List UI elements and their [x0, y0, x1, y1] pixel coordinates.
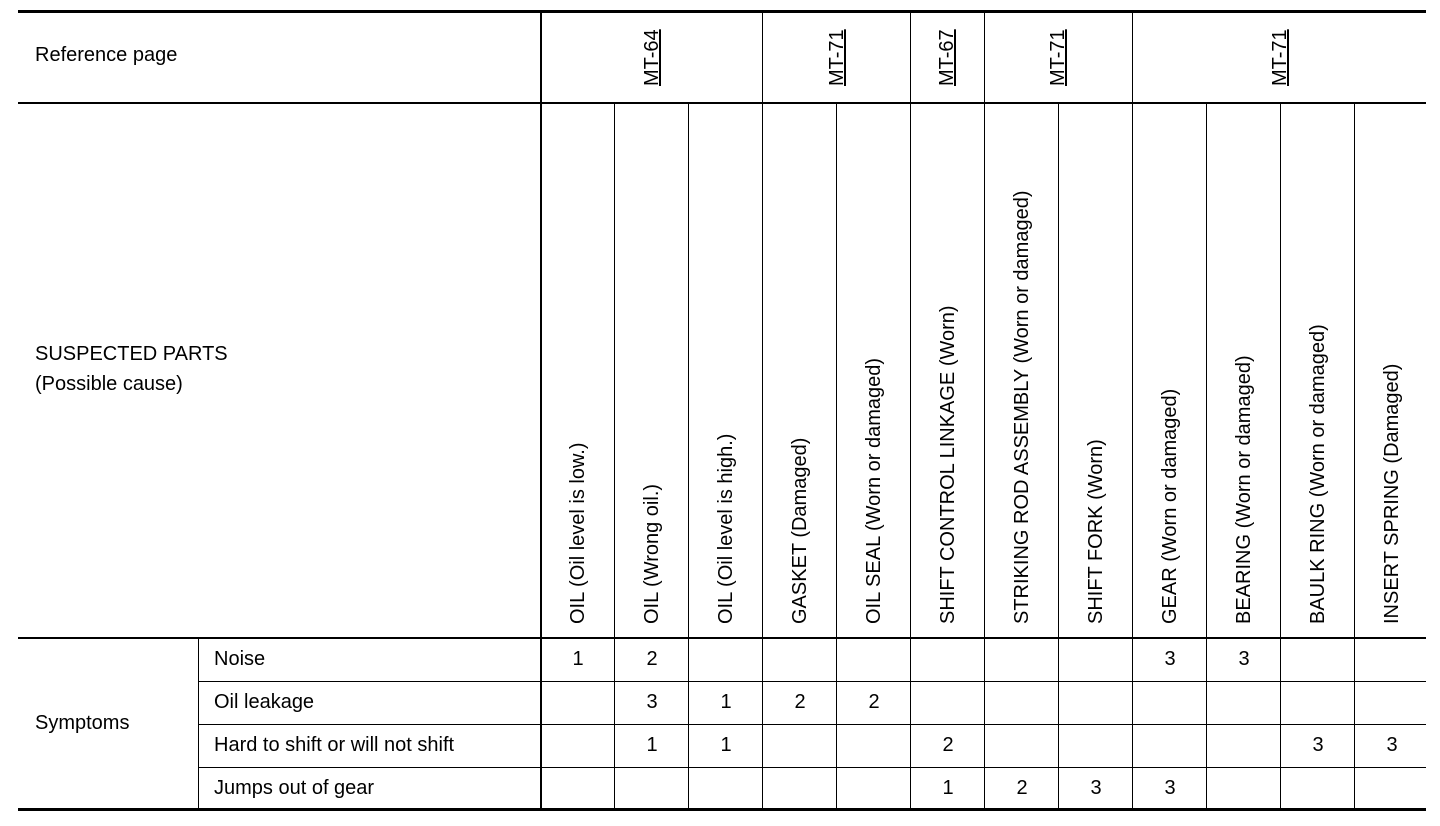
col-line-0 [540, 12, 542, 809]
row-line-2 [198, 724, 1426, 725]
part-header-1: OIL (Oil level is low.) [567, 442, 589, 624]
reference-page-label: Reference page [35, 44, 178, 66]
symptom-hard-to-shift: Hard to shift or will not shift [214, 734, 455, 756]
col-line-11 [1354, 103, 1355, 809]
part-header-3: OIL (Oil level is high.) [715, 433, 737, 624]
reference-link-mt-71-b[interactable]: MT-71 [1047, 29, 1069, 86]
col-line-8 [1132, 12, 1133, 809]
part-header-8: SHIFT FORK (Worn) [1085, 439, 1107, 624]
part-header-6: SHIFT CONTROL LINKAGE (Worn) [937, 305, 959, 624]
table-cell: 2 [868, 691, 880, 713]
symptom-oil-leakage: Oil leakage [214, 691, 315, 713]
symptom-divider [198, 638, 199, 809]
table-cell: 3 [1090, 777, 1102, 799]
table-cell: 2 [646, 648, 658, 670]
symptom-noise: Noise [214, 648, 266, 670]
table-cell: 1 [720, 734, 732, 756]
col-line-2 [688, 103, 689, 809]
table-cell: 1 [646, 734, 658, 756]
col-line-3 [762, 12, 763, 809]
table-cell: 3 [1386, 734, 1398, 756]
col-line-7 [1058, 103, 1059, 809]
symptom-jumps-out-of-gear: Jumps out of gear [214, 777, 375, 799]
table-cell: 3 [1238, 648, 1250, 670]
part-header-10: BEARING (Worn or damaged) [1233, 355, 1255, 624]
symptoms-label: Symptoms [35, 712, 130, 734]
part-header-12: INSERT SPRING (Damaged) [1381, 363, 1403, 624]
part-header-9: GEAR (Worn or damaged) [1159, 388, 1181, 624]
col-line-1 [614, 103, 615, 809]
row-line-1 [198, 681, 1426, 682]
reference-link-mt-64[interactable]: MT-64 [641, 29, 663, 86]
table-cell: 2 [794, 691, 806, 713]
table-cell: 2 [942, 734, 954, 756]
reference-link-mt-67[interactable]: MT-67 [936, 29, 958, 86]
col-line-6 [984, 12, 985, 809]
table-cell: 3 [1164, 648, 1176, 670]
col-line-4 [836, 103, 837, 809]
part-header-5: OIL SEAL (Worn or damaged) [863, 357, 885, 624]
reference-link-mt-71-a[interactable]: MT-71 [826, 29, 848, 86]
possible-cause-label: (Possible cause) [35, 373, 183, 395]
col-line-10 [1280, 103, 1281, 809]
table-cell: 1 [942, 777, 954, 799]
reference-link-mt-71-c[interactable]: MT-71 [1269, 29, 1291, 86]
part-header-4: GASKET (Damaged) [789, 437, 811, 624]
table-cell: 3 [1312, 734, 1324, 756]
table-cell: 2 [1016, 777, 1028, 799]
col-line-5 [910, 12, 911, 809]
suspected-parts-label: SUSPECTED PARTS [35, 343, 228, 365]
row-line-3 [198, 767, 1426, 768]
part-header-7: STRIKING ROD ASSEMBLY (Worn or damaged) [1011, 190, 1033, 624]
table-cell: 3 [1164, 777, 1176, 799]
part-header-11: BAULK RING (Worn or damaged) [1307, 324, 1329, 624]
top-border [18, 10, 1426, 13]
table-cell: 3 [646, 691, 658, 713]
table-cell: 1 [720, 691, 732, 713]
table-cell: 1 [572, 648, 584, 670]
part-header-2: OIL (Wrong oil.) [641, 483, 663, 624]
parts-bottom-line [18, 637, 1426, 639]
bottom-border [18, 808, 1426, 811]
reference-bottom-line [18, 102, 1426, 104]
col-line-9 [1206, 103, 1207, 809]
